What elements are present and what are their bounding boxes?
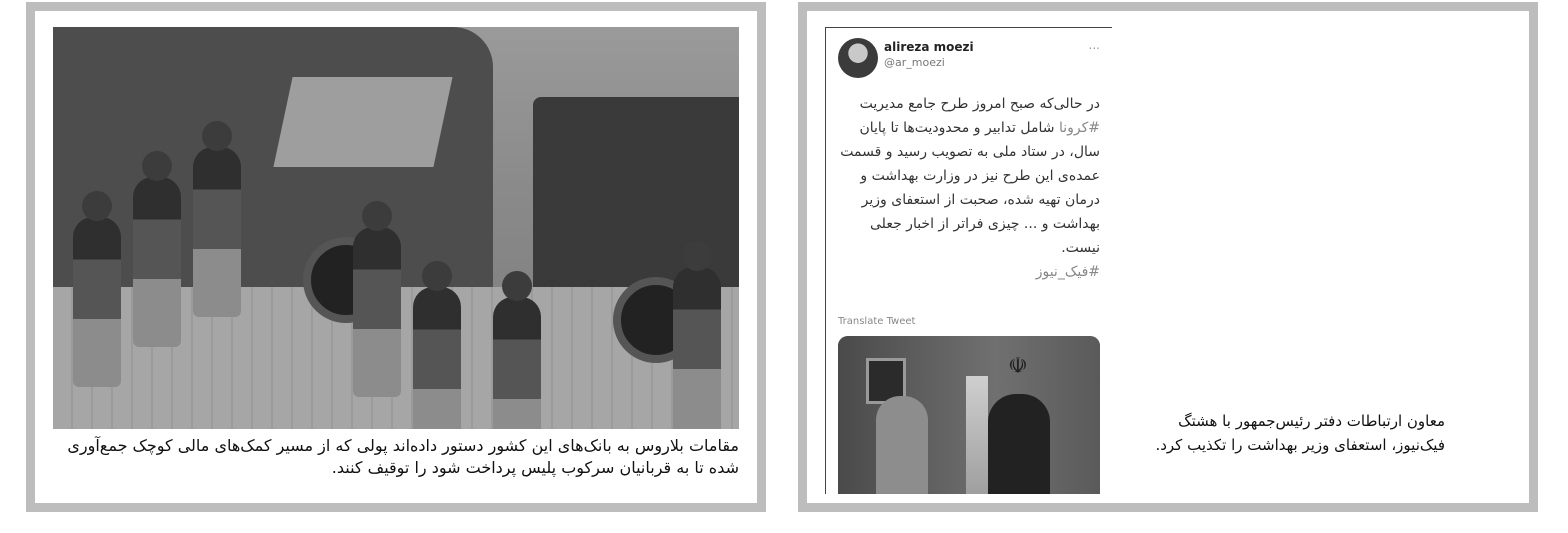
soldier-figure xyxy=(673,267,721,429)
translate-tweet-link: Translate Tweet xyxy=(838,316,916,327)
tweet-text xyxy=(838,92,1100,284)
soldier-figure xyxy=(493,297,541,429)
van-windshield xyxy=(273,77,452,167)
person-left xyxy=(876,396,928,494)
riot-police-photo xyxy=(53,27,739,429)
right-news-panel xyxy=(798,2,1538,512)
tweet-author-name: alireza moezi xyxy=(884,40,974,54)
soldier-figure xyxy=(133,177,181,347)
soldier-figure xyxy=(413,287,461,429)
tweet-text-part: شامل تدابیر و محدودیت‌ها تا پایان سال، در ستاد ملی به تصویب رسید و قسمت عمده‌ی این طرح نیز در وزارت بهداشت و درمان تهیه شده، صحبت از استعفای وزیر بهداشت و ... چیزی فراتر از اخبار جعلی نیست. xyxy=(840,120,1100,256)
soldier-figure xyxy=(193,147,241,317)
flag xyxy=(966,376,988,494)
soldier-figure xyxy=(73,217,121,387)
tweet-text-part: در حالی‌که صبح امروز طرح جامع مدیریت xyxy=(859,96,1100,112)
tweet-author-handle: @ar_moezi xyxy=(884,56,945,69)
tweet-screenshot xyxy=(825,27,1112,494)
tweet-photo xyxy=(838,336,1100,494)
avatar xyxy=(838,38,878,78)
left-news-panel xyxy=(26,2,766,512)
person-right xyxy=(988,394,1050,494)
hashtag-corona: #کرونا xyxy=(1058,120,1100,136)
soldier-figure xyxy=(353,227,401,397)
emblem-icon: ☫ xyxy=(1008,354,1028,379)
more-options-icon: ... xyxy=(1088,38,1100,52)
hashtag-fake-news: #فیک_نیوز xyxy=(1035,264,1100,280)
tweet-caption: معاون ارتباطات دفتر رئیس‌جمهور با هشتگ فیک‌نیوز، استعفای وزیر بهداشت را تکذیب کرد. xyxy=(1155,412,1445,454)
photo-caption: مقامات بلاروس به بانک‌های این کشور دستور داده‌اند پولی که از مسیر کمک‌های مالی کوچک جمع‌آوری شده تا به قربانیان سرکوب پلیس پرداخت شود را توقیف کنند. xyxy=(67,436,739,477)
